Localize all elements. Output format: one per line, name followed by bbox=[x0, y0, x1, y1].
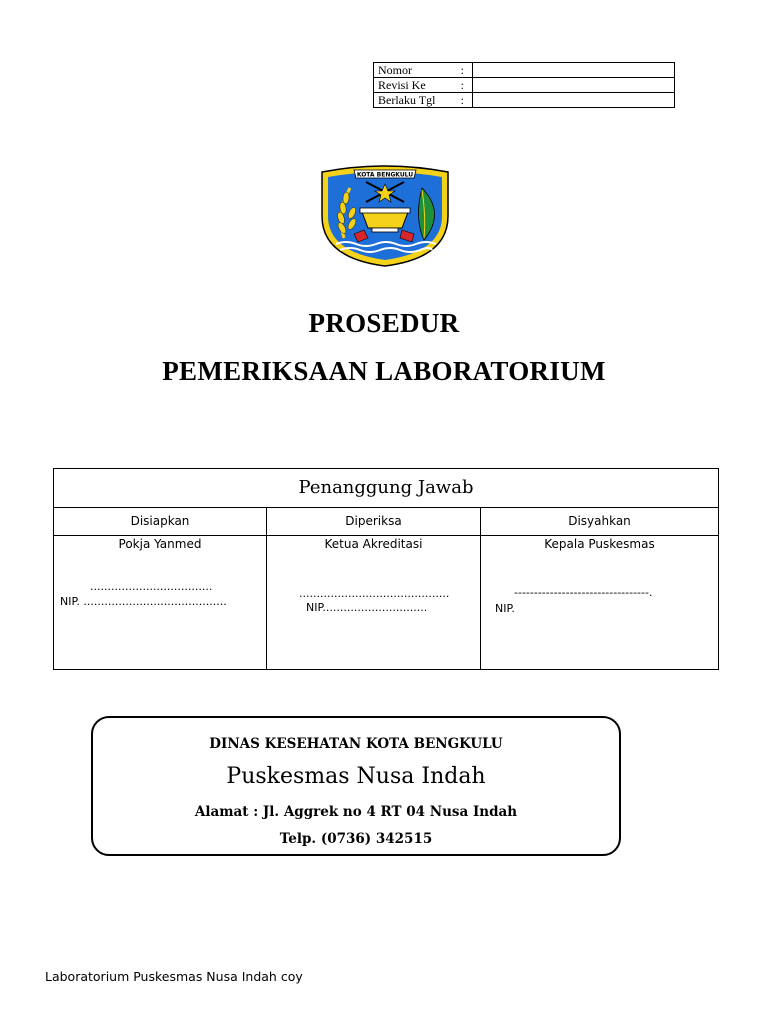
agency-address: Alamat : Jl. Aggrek no 4 RT 04 Nusa Indah bbox=[194, 804, 518, 820]
responsibility-column-diperiksa bbox=[267, 507, 481, 669]
nomor-value bbox=[473, 63, 675, 78]
colon: : bbox=[460, 63, 464, 77]
berlaku-label: Berlaku Tgl bbox=[378, 93, 436, 107]
unit-label: Ketua Akreditasi bbox=[324, 537, 423, 551]
agency-phone: Telp. (0736) 342515 bbox=[279, 831, 433, 847]
responsibility-column-disyahkan bbox=[481, 507, 718, 669]
doc-meta-row-revisi bbox=[374, 78, 675, 93]
berlaku-value bbox=[473, 93, 675, 108]
signature-line: ................................... bbox=[90, 580, 213, 593]
responsibility-column-disiapkan bbox=[54, 507, 267, 669]
role-label: Disiapkan bbox=[54, 507, 266, 536]
nomor-label: Nomor bbox=[378, 63, 412, 77]
nip-line: NIP. bbox=[495, 602, 515, 615]
page-footer: Laboratorium Puskesmas Nusa Indah coy bbox=[45, 969, 303, 984]
agency-name: Puskesmas Nusa Indah bbox=[226, 764, 486, 789]
doc-meta-row-nomor bbox=[374, 63, 675, 78]
role-label: Diperiksa bbox=[267, 507, 480, 536]
colon: : bbox=[460, 93, 464, 107]
revisi-value bbox=[473, 78, 675, 93]
revisi-label: Revisi Ke bbox=[378, 78, 426, 92]
unit-label: Kepala Puskesmas bbox=[544, 537, 655, 551]
responsibility-table bbox=[53, 468, 719, 670]
document-title-line-1: PROSEDUR bbox=[308, 308, 460, 338]
nip-line: NIP.............................. bbox=[306, 601, 428, 614]
unit-label: Pokja Yanmed bbox=[118, 537, 202, 551]
nip-line: NIP. ......................................... bbox=[60, 595, 227, 608]
signature-line: ........................................... bbox=[299, 587, 450, 600]
emblem-banner-text: KOTA BENGKULU bbox=[356, 171, 414, 179]
agency-department: DINAS KESEHATAN KOTA BENGKULU bbox=[209, 736, 503, 752]
document-control-table bbox=[373, 62, 675, 108]
role-label: Disyahkan bbox=[481, 507, 718, 536]
document-title-line-2: PEMERIKSAAN LABORATORIUM bbox=[162, 356, 606, 386]
agency-info-box bbox=[91, 716, 621, 856]
doc-meta-row-berlaku bbox=[374, 93, 675, 108]
signature-line: ----------------------------------. bbox=[514, 586, 653, 599]
kota-bengkulu-emblem-logo bbox=[314, 158, 456, 268]
responsibility-header: Penanggung Jawab bbox=[54, 469, 718, 508]
colon: : bbox=[460, 78, 464, 92]
